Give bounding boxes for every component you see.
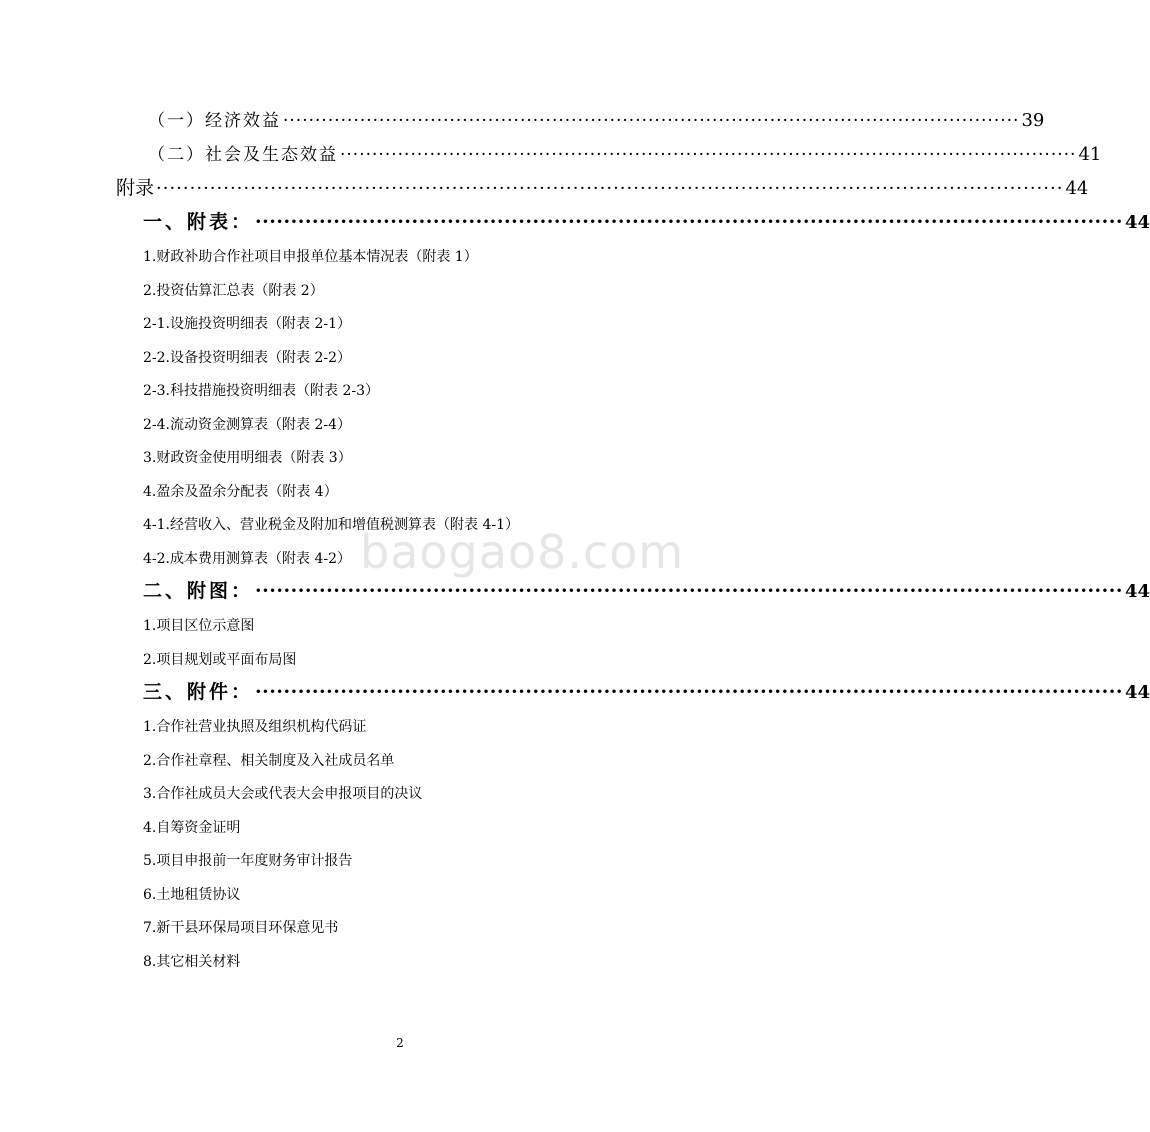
list-item: 3.合作社成员大会或代表大会申报项目的决议 (143, 786, 423, 802)
list-item: 4-1.经营收入、营业税金及附加和增值税测算表（附表 4-1） (143, 517, 519, 533)
toc-label: 一、附表： (143, 211, 254, 233)
page-number: 2 (396, 1036, 404, 1050)
list-item: 4.盈余及盈余分配表（附表 4） (143, 484, 338, 500)
list-item: 3.财政资金使用明细表（附表 3） (143, 450, 352, 466)
toc-page-number: 44 (1125, 682, 1150, 703)
toc-entry-social-ecological-benefit[interactable] (0, 140, 1102, 165)
toc-page-number: 44 (1125, 212, 1150, 233)
toc-page-number: 41 (1078, 144, 1102, 165)
toc-label: 三、附件： (143, 681, 254, 703)
toc-entry-attached-tables[interactable] (0, 207, 1150, 234)
toc-label: （一）经济效益 (148, 111, 281, 131)
toc-page-number: 44 (1065, 178, 1089, 199)
list-item: 7.新干县环保局项目环保意见书 (143, 920, 339, 936)
toc-leader-dots: ·························································································································· (255, 580, 1124, 602)
toc-leader-dots: ·························································································································· (255, 211, 1124, 233)
list-item: 2.项目规划或平面布局图 (143, 652, 297, 668)
toc-entry-attached-figures[interactable] (0, 576, 1150, 603)
list-item: 1.财政补助合作社项目申报单位基本情况表（附表 1） (143, 249, 478, 265)
toc-page-number: 44 (1125, 581, 1150, 602)
list-item: 2.合作社章程、相关制度及入社成员名单 (143, 753, 395, 769)
list-item: 2-2.设备投资明细表（附表 2-2） (143, 350, 351, 366)
list-item: 2.投资估算汇总表（附表 2） (143, 283, 324, 299)
list-item: 1.合作社营业执照及组织机构代码证 (143, 719, 367, 735)
toc-leader-dots: ··················································································································· (283, 111, 1020, 131)
list-item: 4.自筹资金证明 (143, 820, 241, 836)
list-item: 1.项目区位示意图 (143, 618, 255, 634)
toc-leader-dots: ··················································································································· (340, 145, 1077, 165)
list-item: 2-1.设施投资明细表（附表 2-1） (143, 316, 351, 332)
watermark: baogao8.com (360, 525, 685, 579)
list-item: 5.项目申报前一年度财务审计报告 (143, 853, 353, 869)
toc-label: 二、附图： (143, 580, 254, 602)
list-item: 8.其它相关材料 (143, 954, 241, 970)
toc-leader-dots: ·························································································································· (255, 681, 1124, 703)
list-item: 4-2.成本费用测算表（附表 4-2） (143, 551, 351, 567)
toc-label: 附录 (116, 177, 155, 199)
toc-entry-economic-benefit[interactable] (0, 106, 1045, 131)
list-item: 2-4.流动资金测算表（附表 2-4） (143, 417, 351, 433)
toc-page-number: 39 (1021, 110, 1045, 131)
toc-entry-appendix[interactable] (0, 173, 1089, 200)
toc-label: （二）社会及生态效益 (148, 145, 338, 165)
toc-entry-attachments[interactable] (0, 677, 1150, 704)
toc-leader-dots: ······································································································································· (156, 178, 1064, 199)
list-item: 6.土地租赁协议 (143, 887, 241, 903)
list-item: 2-3.科技措施投资明细表（附表 2-3） (143, 383, 379, 399)
